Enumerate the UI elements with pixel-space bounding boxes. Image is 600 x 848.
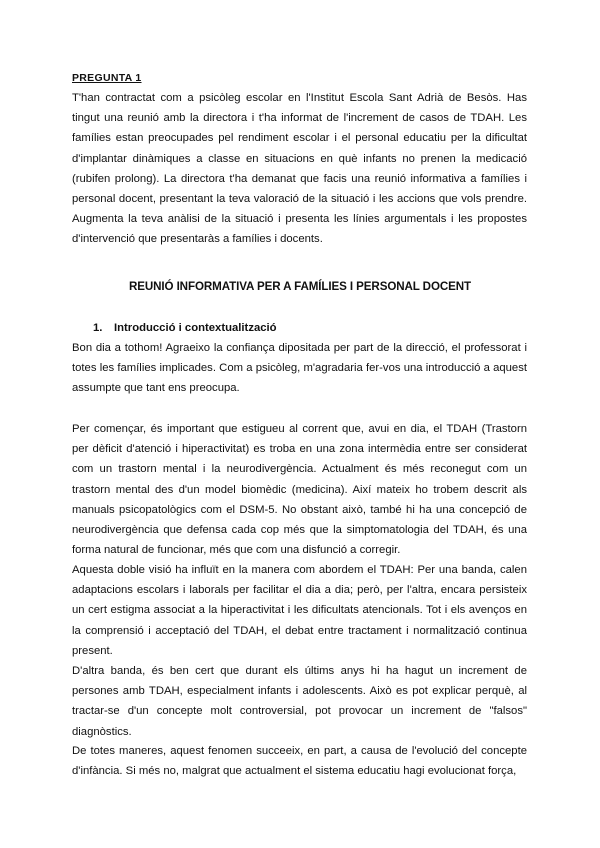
section-title: Introducció i contextualització: [114, 322, 277, 334]
body-paragraph-increase: D'altra banda, és ben cert que durant els últims anys hi ha hagut un increment de persones amb TDAH, especialment infants i adolescents. Això es pot explicar perquè, al tractar-se d'un concepte molt controversial, pot provocar un increment de "falsos" diagnòstics.: [72, 665, 527, 738]
section-heading: [93, 322, 277, 334]
body-paragraph-intro: Bon dia a tothom! Agraeixo la confiança dipositada per part de la direcció, el professorat i totes les famílies implicades. Com a psicòleg, m'agradaria fer-vos una introducció a aquest assumpte que tant ens preocupa.: [72, 342, 527, 395]
body-paragraph-dual-vision: Aquesta doble visió ha influït en la manera com abordem el TDAH: Per una banda, calen adaptacions escolars i laborals per facilitar el dia a dia; però, per l'altra, encara persisteix un cert estigma associat a la hiperactivitat i les dificultats atencionals. Tot i els avenços en la comprensió i acceptació del TDAH, el debat entre tractament i normalització continua present.: [72, 564, 527, 657]
question-label: PREGUNTA 1: [72, 72, 142, 84]
body-paragraph-tdah-definition: Per començar, és important que estigueu al corrent que, avui en dia, el TDAH (Trastorn per dèficit d'atenció i hiperactivitat) es troba en una zona intermèdia entre ser considerat com un trastorn mental i la neurodivergència. Actualment és més reconegut com un trastorn mental des d'un model biomèdic (medicina). Així mateix ho trobem descrit als manuals psicopatològics com el DSM-5. No obstant això, també hi ha una concepció de neurodivergència que defensa cada cop més que la simptomatologia del TDAH, és una forma natural de funcionar, més que com una disfunció a corregir.: [72, 423, 527, 557]
section-number: 1.: [93, 322, 103, 334]
question-paragraph: T'han contractat com a psicòleg escolar en l'Institut Escola Sant Adrià de Besòs. Has tingut una reunió amb la directora i t'ha informat de l'increment de casos de TDAH. Les famílies estan preocupades pel rendiment escolar i el personal educatiu per la dificultat d'implantar dinàmiques a classe en situacions en què infants no prenen la medicació (rubifen prolong). La directora t'ha demanat que facis una reunió informativa a famílies i personal docent, presentant la teva valoració de la situació i les accions que vols prendre. Augmenta la teva anàlisi de la situació i presenta les línies argumentals i les propostes d'intervenció que presentaràs a famílies i docents.: [72, 92, 527, 246]
body-paragraph-childhood: De totes maneres, aquest fenomen succeeix, en part, a causa de l'evolució del concepte d'infància. Si més no, malgrat que actualment el sistema educatiu hagi evolucionat força,: [72, 745, 527, 778]
document-title: REUNIÓ INFORMATIVA PER A FAMÍLIES I PERSONAL DOCENT: [128, 280, 472, 293]
